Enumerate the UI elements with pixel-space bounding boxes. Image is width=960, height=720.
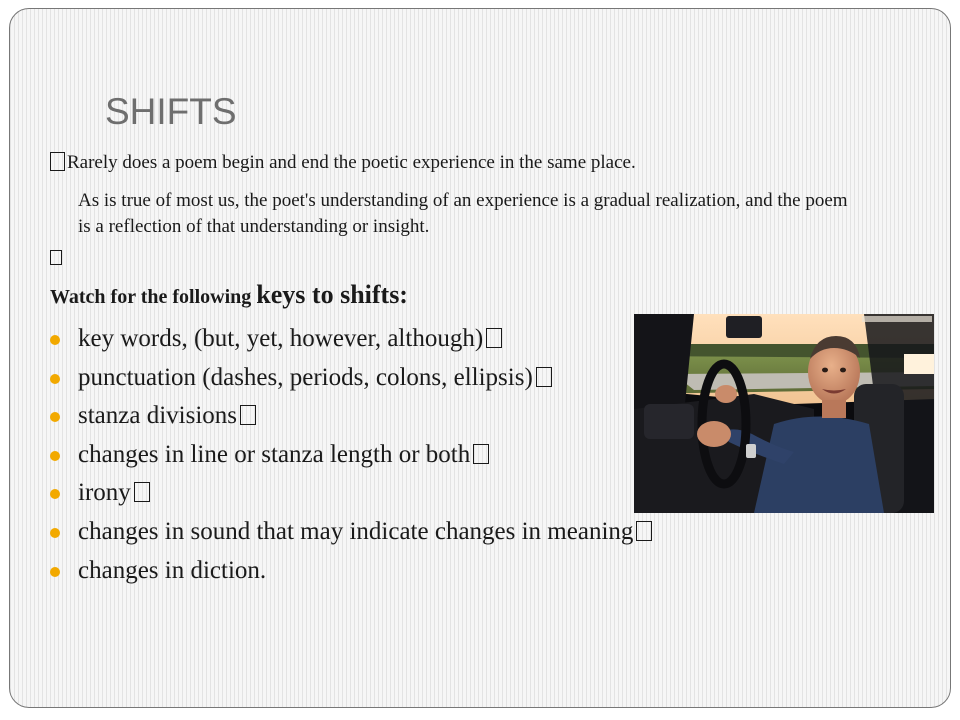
- list-item-text: irony: [78, 479, 131, 507]
- list-item-text: changes in line or stanza length or both: [78, 440, 471, 468]
- missing-glyph-box-icon: [473, 444, 489, 464]
- shift-keys-list: [50, 320, 652, 590]
- bullet-icon: [50, 489, 60, 499]
- list-item-text: changes in diction.: [78, 556, 267, 584]
- intro-paragraph: As is true of most us, the poet's understanding of an experience is a gradual realization, and the poem is a reflection of that understanding or insight.: [78, 190, 848, 237]
- list-item: [50, 359, 652, 398]
- empty-line: [50, 250, 64, 266]
- driver-photo: [634, 314, 934, 513]
- missing-glyph-box-icon: [486, 328, 502, 348]
- list-item-text: stanza divisions: [78, 402, 238, 430]
- watch-heading: [50, 280, 408, 310]
- intro-sentence: Rarely does a poem begin and end the poetic experience in the same place.: [67, 152, 636, 173]
- list-item: [50, 436, 652, 475]
- bullet-icon: [50, 412, 60, 422]
- watch-heading-emphasis: keys to shifts:: [256, 280, 408, 309]
- bullet-icon: [50, 528, 60, 538]
- list-item: [50, 397, 652, 436]
- missing-glyph-box-icon: [536, 367, 552, 387]
- list-item-text: punctuation (dashes, periods, colons, ellipsis): [78, 363, 533, 391]
- watch-heading-prefix: Watch for the following: [50, 286, 257, 308]
- list-item-text: key words, (but, yet, however, although): [78, 325, 484, 352]
- bullet-icon: [50, 451, 60, 461]
- missing-glyph-box-icon: [240, 405, 256, 425]
- bullet-icon: [50, 567, 60, 577]
- bullet-icon: [50, 374, 60, 384]
- bullet-icon: [50, 335, 60, 345]
- list-item-text: changes in sound that may indicate changes in meaning: [78, 517, 634, 545]
- list-item: [50, 552, 652, 591]
- missing-glyph-box-icon: [50, 250, 62, 265]
- missing-glyph-box-icon: [636, 521, 652, 541]
- missing-glyph-box-icon: [134, 482, 150, 502]
- slide-title: SHIFTS: [105, 91, 237, 132]
- missing-glyph-box-icon: [50, 152, 65, 171]
- list-item: [50, 474, 652, 513]
- intro-sentence-line: [50, 152, 636, 174]
- list-item: [50, 513, 652, 552]
- list-item: [50, 320, 652, 359]
